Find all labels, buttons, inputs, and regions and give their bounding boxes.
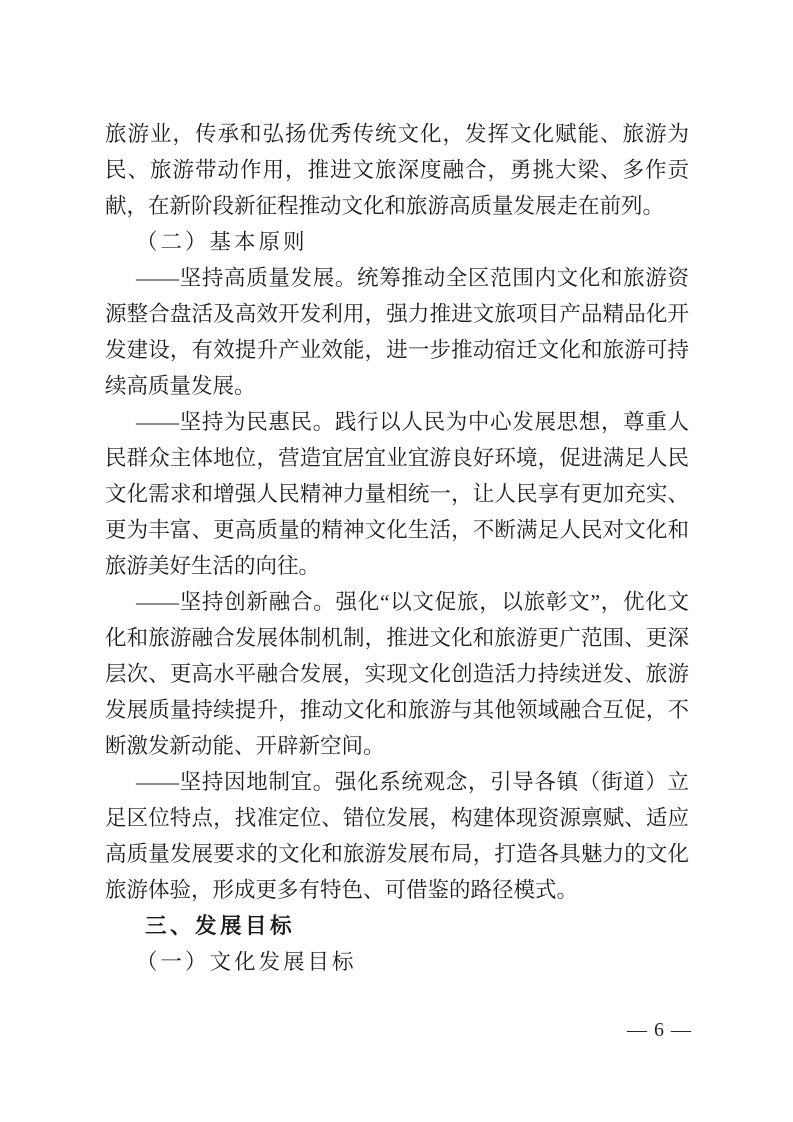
dash-paragraph-local-conditions: ——坚持因地制宜。强化系统观念，引导各镇（街道）立足区位特点，找准定位、错位发展，构建体现资源禀赋、适应高质量发展要求的文化和旅游发展布局，打造各具魅力的文化旅游体验，形成更多有特色、可借鉴的路径模式。	[105, 770, 689, 902]
dash-paragraph-innovation-integration: ——坚持创新融合。强化“以文促旅，以旅彰文”，优化文化和旅游融合发展体制机制，推进文化和旅游更广范围、更深层次、更高水平融合发展，实现文化创造活力持续迸发、旅游发展质量持续提升，推动文化和旅游与其他领域融合互促，不断激发新动能、开辟新空间。	[105, 590, 689, 758]
dash-paragraph-high-quality-development: ——坚持高质量发展。统筹推动全区范围内文化和旅游资源整合盘活及高效开发利用，强力推进文旅项目产品精品化开发建设，有效提升产业效能，进一步推动宿迁文化和旅游可持续高质量发展。	[105, 266, 689, 398]
document-body	[105, 116, 689, 980]
subsection-heading-culture-development-goals: （一）文化发展目标	[136, 950, 357, 974]
body-paragraph-continuation: 旅游业，传承和弘扬优秀传统文化，发挥文化赋能、旅游为民、旅游带动作用，推进文旅深度融合，勇挑大梁、多作贡献，在新阶段新征程推动文化和旅游高质量发展走在前列。	[105, 122, 689, 218]
page-number: — 6 —	[627, 1019, 692, 1041]
dash-paragraph-people-oriented: ——坚持为民惠民。践行以人民为中心发展思想，尊重人民群众主体地位，营造宜居宜业宜游良好环境，促进满足人民文化需求和增强人民精神力量相统一，让人民享有更加充实、更为丰富、更高质量的精神文化生活，不断满足人民对文化和旅游美好生活的向往。	[105, 410, 689, 578]
section-heading-development-goals: 三、发展目标	[145, 914, 296, 938]
subsection-heading-basic-principles: （二）基本原则	[136, 230, 308, 254]
